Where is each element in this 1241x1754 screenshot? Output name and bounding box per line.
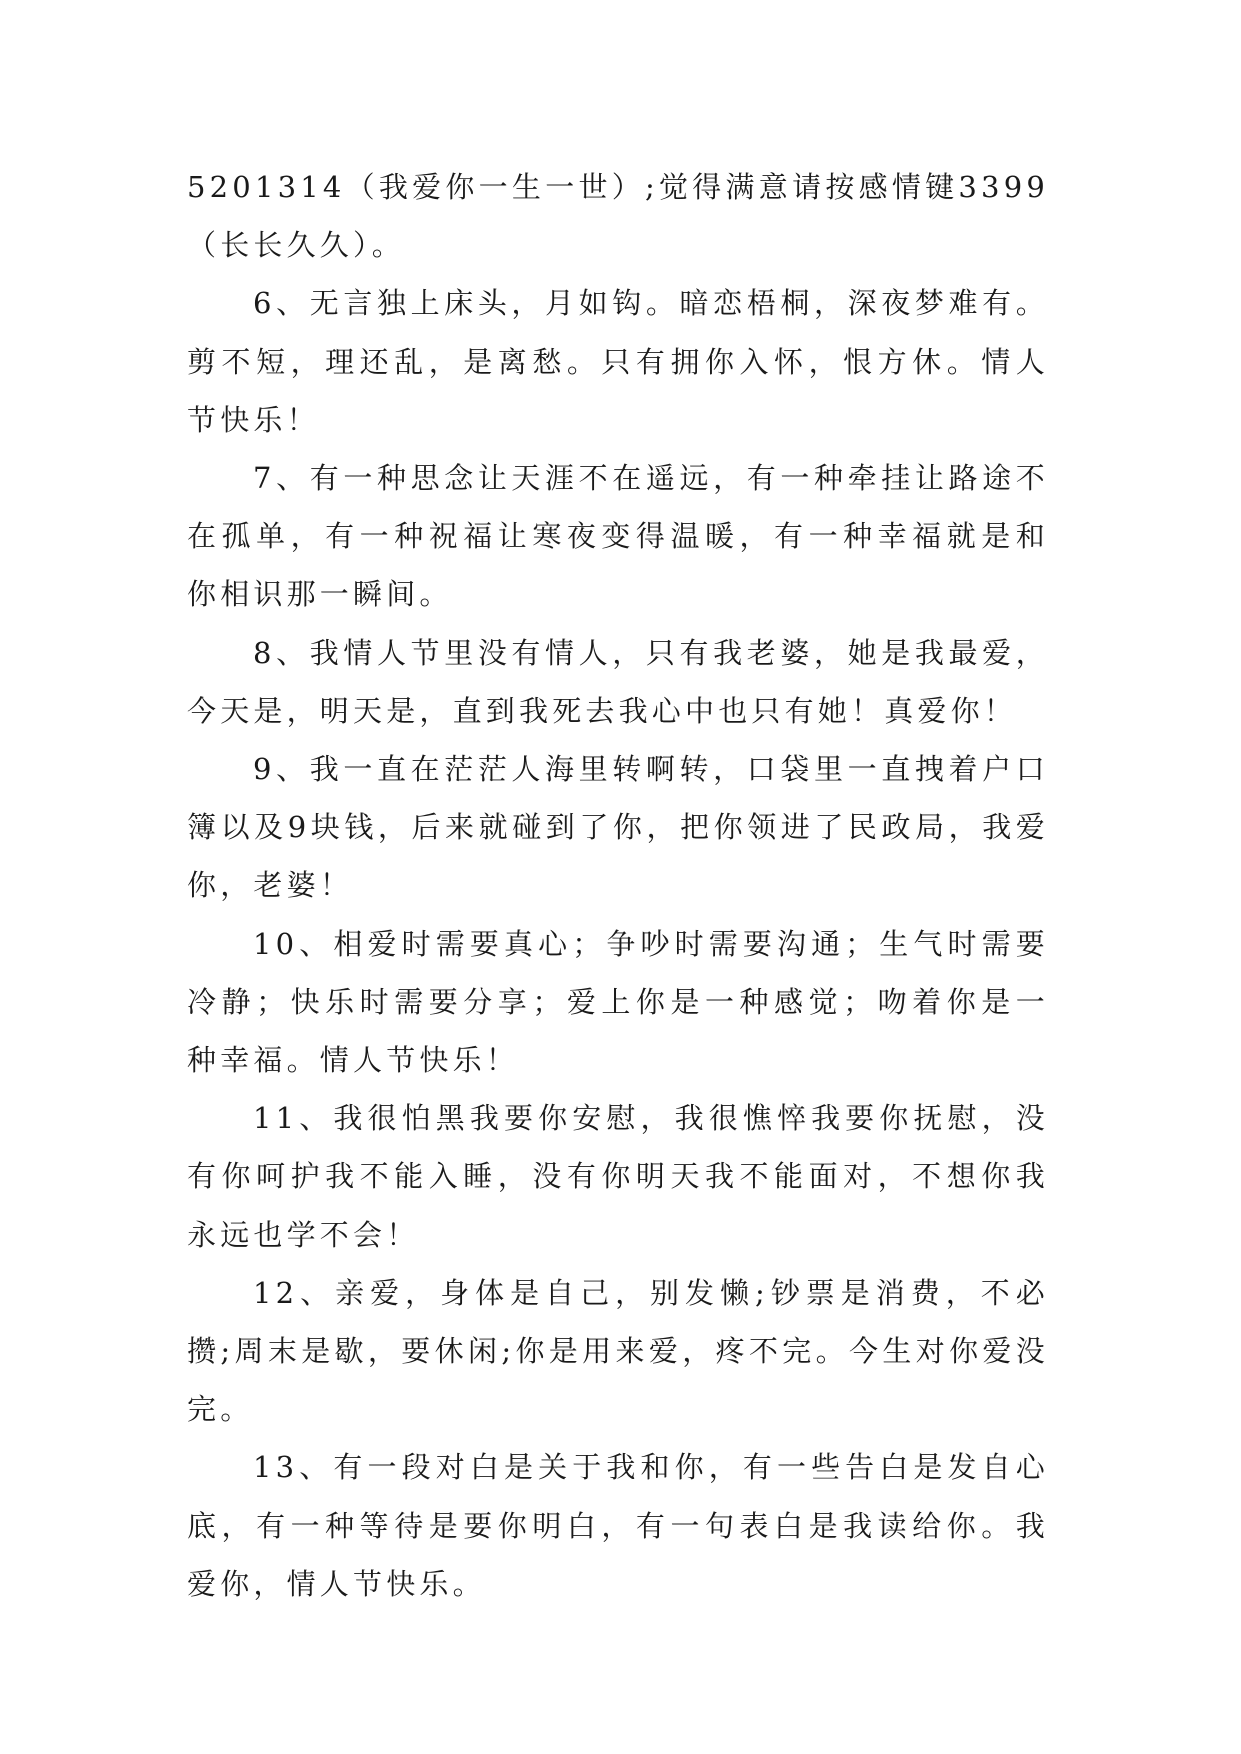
paragraph-item-7: 7、有一种思念让天涯不在遥远，有一种牵挂让路途不在孤单，有一种祝福让寒夜变得温暖，有一种幸福就是和你相识那一瞬间。 (187, 461, 1049, 612)
paragraph-continuation: 5201314（我爱你一生一世）;觉得满意请按感情键3399（长长久久）。 (187, 170, 1049, 263)
paragraph-item-6: 6、无言独上床头，月如钩。暗恋梧桐，深夜梦难有。剪不短，理还乱，是离愁。只有拥你入怀，恨方休。情人节快乐！ (187, 286, 1049, 437)
paragraph-item-11: 11、我很怕黑我要你安慰，我很憔悴我要你抚慰，没有你呵护我不能入睡，没有你明天我不能面对，不想你我永远也学不会！ (187, 1101, 1049, 1252)
document-body (187, 158, 1049, 1613)
paragraph-item-10: 10、相爱时需要真心；争吵时需要沟通；生气时需要冷静；快乐时需要分享；爱上你是一种感觉；吻着你是一种幸福。情人节快乐！ (187, 926, 1049, 1078)
paragraph-item-13: 13、有一段对白是关于我和你，有一些告白是发自心底，有一种等待是要你明白，有一句表白是我读给你。我爱你，情人节快乐。 (187, 1450, 1049, 1601)
paragraph-item-9: 9、我一直在茫茫人海里转啊转，口袋里一直拽着户口簿以及9块钱，后来就碰到了你，把你领进了民政局，我爱你，老婆！ (187, 752, 1049, 903)
paragraph-item-8: 8、我情人节里没有情人，只有我老婆，她是我最爱，今天是，明天是，直到我死去我心中也只有她！真爱你！ (187, 635, 1049, 728)
paragraph-item-12: 12、亲爱，身体是自己，别发懒;钞票是消费，不必攒;周末是歇，要休闲;你是用来爱，疼不完。今生对你爱没完。 (187, 1275, 1049, 1427)
